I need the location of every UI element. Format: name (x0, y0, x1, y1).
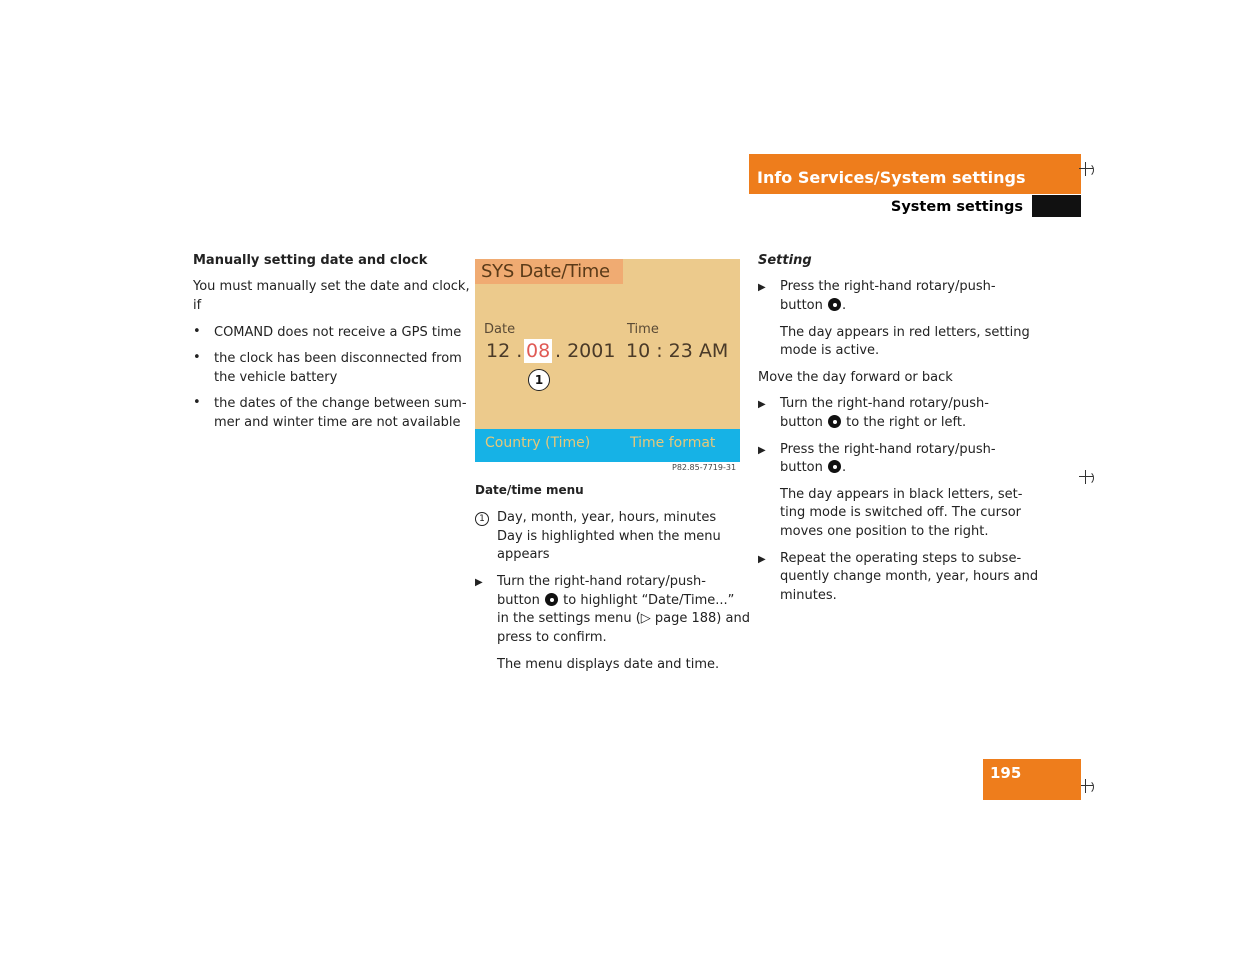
result-text: The day appears in red letters, setting (780, 325, 1030, 340)
step-text: quently change month, year, hours and (780, 569, 1039, 584)
screen-time-value: 10 : 23 AM (626, 340, 729, 362)
instruction-text: Move the day forward or back (758, 370, 953, 385)
intro-line: You must manually set the date and clock, (193, 279, 470, 294)
softkey-country-time: Country (Time) (485, 435, 591, 451)
softkey-time-format: Time format (630, 435, 716, 451)
rotary-button-icon (828, 415, 841, 428)
setting-heading: Setting (758, 253, 812, 268)
step-text: press to confirm. (497, 630, 607, 645)
subsection-title: System settings (890, 199, 1023, 215)
screen-title-bar (475, 259, 623, 284)
bullet-text: the dates of the change between sum- (214, 396, 467, 411)
date-time-screen-image (475, 259, 740, 462)
screen-date-label: Date (484, 322, 516, 337)
bullet-dot-icon: • (193, 395, 201, 410)
step-text: button to the right or left. (780, 415, 967, 430)
step-arrow-icon: ▶ (758, 554, 766, 565)
result-text: The menu displays date and time. (497, 657, 720, 672)
screen-softkey-bar (475, 429, 740, 462)
bullet-dot-icon: • (193, 350, 201, 365)
screen-month-value: 08 (526, 340, 551, 362)
step-text: minutes. (780, 588, 837, 603)
bullet-text: the vehicle battery (214, 370, 338, 385)
result-text: The day appears in black letters, set- (780, 487, 1023, 502)
result-text: moves one position to the right. (780, 524, 989, 539)
crop-mark-icon (1079, 470, 1093, 484)
callout-marker: 1 (528, 369, 550, 391)
crop-mark-icon (1079, 779, 1093, 793)
bullet-text: mer and winter time are not available (214, 415, 461, 430)
step-text: in the settings menu (▷ page 188) and (497, 611, 750, 626)
callout-text: Day is highlighted when the menu (497, 529, 721, 544)
step-text: Turn the right-hand rotary/push- (780, 396, 989, 411)
step-text: Press the right-hand rotary/push- (780, 279, 996, 294)
header-black-tab (1032, 195, 1081, 217)
step-arrow-icon: ▶ (758, 445, 766, 456)
step-text: Press the right-hand rotary/push- (780, 442, 996, 457)
callout-text: appears (497, 547, 550, 562)
screen-month-highlight (524, 339, 552, 363)
screen-title: SYS Date/Time (481, 261, 610, 282)
bullet-text: the clock has been disconnected from (214, 351, 462, 366)
step-arrow-icon: ▶ (475, 577, 483, 588)
result-text: ting mode is switched off. The cursor (780, 505, 1022, 520)
crop-mark-icon (1079, 162, 1093, 176)
step-arrow-icon: ▶ (758, 282, 766, 293)
result-text: mode is active. (780, 343, 880, 358)
callout-text: Day, month, year, hours, minutes (497, 510, 717, 525)
step-text: button . (780, 460, 847, 475)
image-reference: P82.85-7719-31 (672, 463, 737, 472)
step-arrow-icon: ▶ (758, 399, 766, 410)
intro-line: if (193, 298, 202, 313)
figure-caption: Date/time menu (475, 483, 584, 497)
step-text: Repeat the operating steps to subse- (780, 551, 1022, 566)
rotary-button-icon (828, 298, 841, 311)
rotary-button-icon (828, 460, 841, 473)
step-text: button . (780, 298, 847, 313)
callout-number-icon: 1 (475, 509, 489, 528)
screen-year-value: . 2001 (555, 340, 616, 362)
section-heading: Manually setting date and clock (193, 253, 428, 268)
bullet-text: COMAND does not receive a GPS time (214, 325, 462, 340)
bullet-dot-icon: • (193, 324, 201, 339)
screen-day-value: 12 . (486, 340, 523, 362)
step-text: button to highlight “Date/Time...” (497, 593, 735, 608)
step-text: Turn the right-hand rotary/push- (497, 574, 706, 589)
screen-time-label: Time (627, 322, 659, 337)
page-number: 195 (990, 764, 1022, 782)
section-title: Info Services/System settings (757, 168, 1026, 187)
rotary-button-icon (545, 593, 558, 606)
